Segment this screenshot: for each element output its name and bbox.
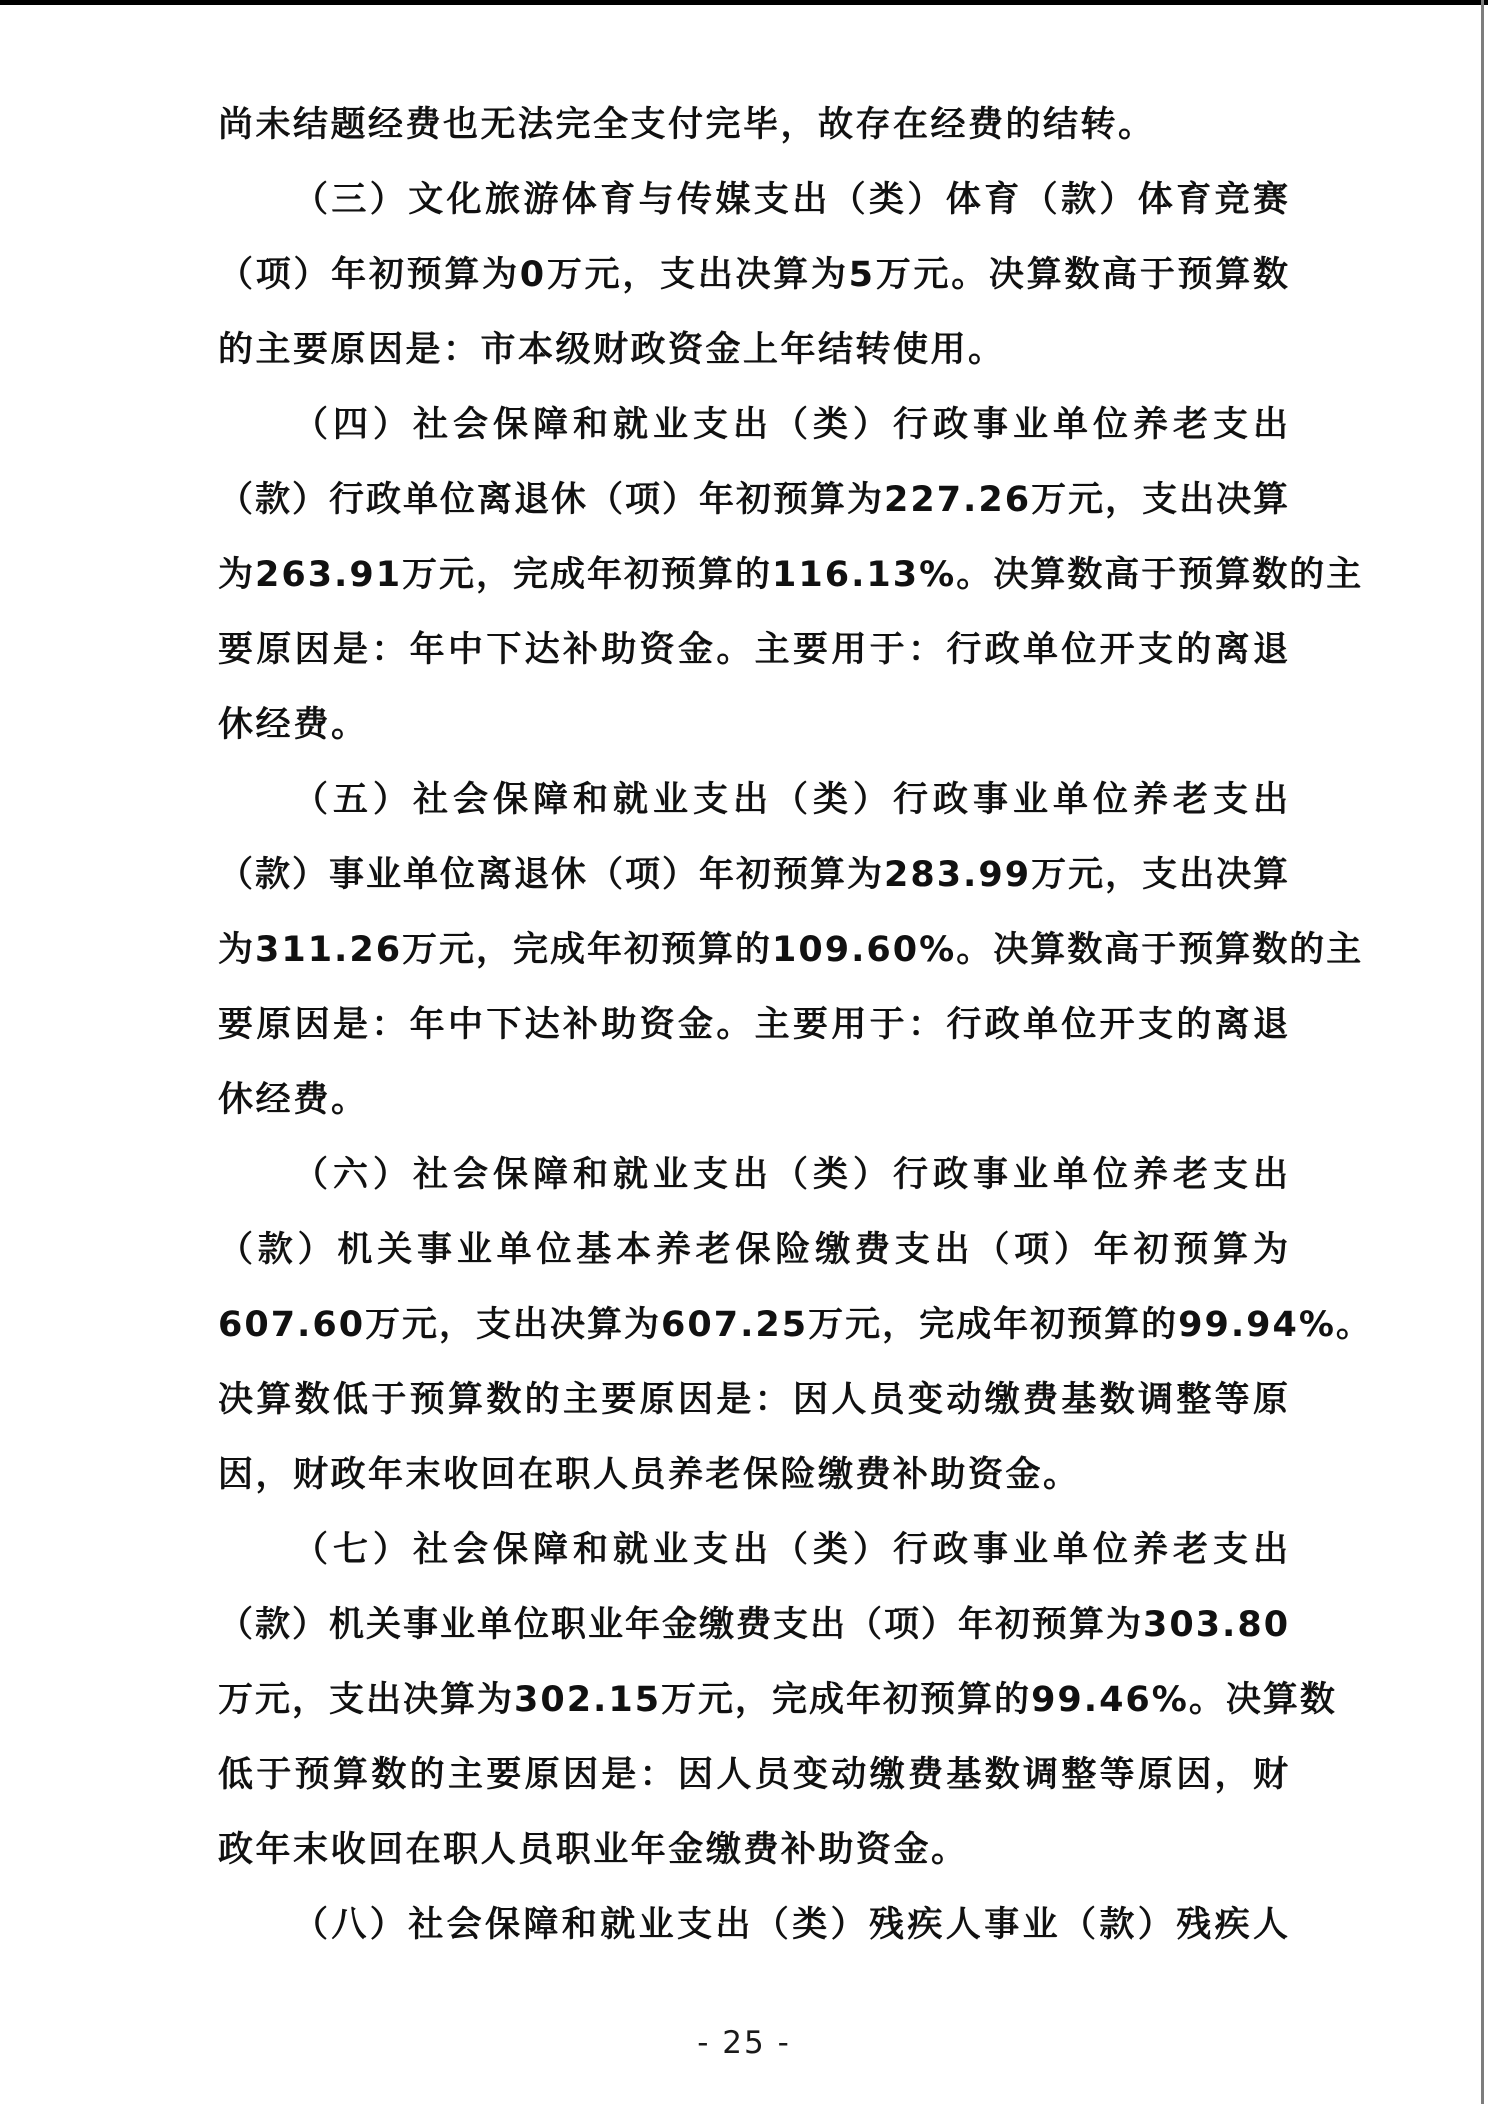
text-line: 政年末收回在职人员职业年金缴费补助资金。 [218,1830,968,1870]
text-line: 为311.26万元，完成年初预算的109.60%。决算数高于预算数的主 [218,930,1364,970]
text-line: 低于预算数的主要原因是：因人员变动缴费基数调整等原因，财 [218,1755,1290,1795]
text-line: 决算数低于预算数的主要原因是：因人员变动缴费基数调整等原 [218,1380,1290,1420]
text-line: （八）社会保障和就业支出（类）残疾人事业（款）残疾人 [293,1905,1290,1945]
text-line: （款）机关事业单位基本养老保险缴费支出（项）年初预算为 [218,1230,1290,1270]
text-line: 607.60万元，支出决算为607.25万元，完成年初预算的99.94%。 [218,1305,1373,1345]
text-line: 休经费。 [218,1080,368,1120]
text-line: 为263.91万元，完成年初预算的116.13%。决算数高于预算数的主 [218,555,1364,595]
scan-right-edge-line [1481,0,1484,2104]
scan-top-edge-bar [0,0,1488,5]
text-line: （款）事业单位离退休（项）年初预算为283.99万元，支出决算 [218,855,1291,895]
text-line: 休经费。 [218,705,368,745]
text-line: （三）文化旅游体育与传媒支出（类）体育（款）体育竞赛 [293,180,1290,220]
text-line: 尚未结题经费也无法完全支付完毕，故存在经费的结转。 [218,105,1155,145]
text-line: （项）年初预算为0万元，支出决算为5万元。决算数高于预算数 [218,255,1290,295]
text-line: （四）社会保障和就业支出（类）行政事业单位养老支出 [293,405,1290,445]
text-line: 的主要原因是：市本级财政资金上年结转使用。 [218,330,1005,370]
text-line: 万元，支出决算为302.15万元，完成年初预算的99.46%。决算数 [218,1680,1337,1720]
text-line: 因，财政年末收回在职人员养老保险缴费补助资金。 [218,1455,1080,1495]
text-line: （款）行政单位离退休（项）年初预算为227.26万元，支出决算 [218,480,1291,520]
text-line: （款）机关事业单位职业年金缴费支出（项）年初预算为303.80 [218,1605,1291,1645]
text-line: （六）社会保障和就业支出（类）行政事业单位养老支出 [293,1155,1290,1195]
text-line: （七）社会保障和就业支出（类）行政事业单位养老支出 [293,1530,1290,1570]
text-line: 要原因是：年中下达补助资金。主要用于：行政单位开支的离退 [218,630,1290,670]
text-line: （五）社会保障和就业支出（类）行政事业单位养老支出 [293,780,1290,820]
document-body-text [218,88,1373,1963]
page-number: - 25 - [697,2025,791,2061]
text-line: 要原因是：年中下达补助资金。主要用于：行政单位开支的离退 [218,1005,1290,1045]
